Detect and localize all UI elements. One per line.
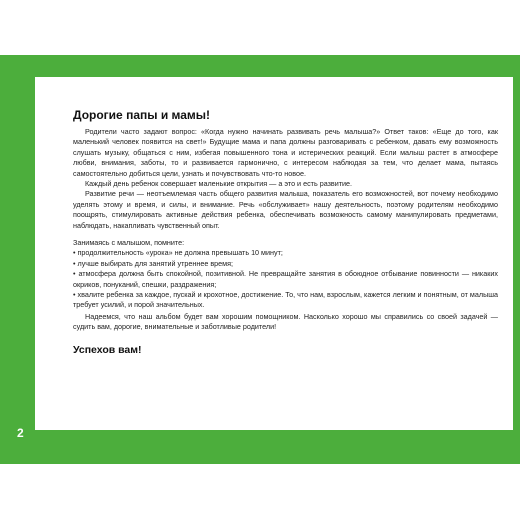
reminder-item: • хвалите ребенка за каждое, пускай и крохотное, достижение. То, что нам, взрослым, кажется легким и понятным, от малыша требует усилий, и порой значительных. xyxy=(73,290,498,310)
closing-section xyxy=(73,312,498,333)
reminder-item: • лучше выбирать для занятий утреннее время; xyxy=(73,258,233,268)
reminders-section xyxy=(73,238,498,311)
intro-section xyxy=(73,127,498,231)
reminders-heading: Занимаясь с малышом, помните: xyxy=(73,238,185,247)
reminder-item: • продолжительность «урока» не должна превышать 10 минут; xyxy=(73,248,283,258)
intro-paragraph-1: Родители часто задают вопрос: «Когда нужно начинать развивать речь малыша?» Ответ таков: «Еще до того, как маленький человек появится на свет!» Будущие мама и папа должны разговаривать с ребенком, давать ему возможность слушать музыку, общаться с ним, избегая повышенного тона и истерических реакций. Если малыш растет в атмосфере любви, внимания, заботы, то и развивается гармонично, с интересом наблюдая за тем, что делает мама, пытаясь самостоятельно добиться цели, узнать и почувствовать что-то новое. xyxy=(73,127,498,178)
intro-paragraph-2: Каждый день ребенок совершает маленькие открытия — а это и есть развитие. xyxy=(85,179,353,189)
intro-paragraph-3: Развитие речи — неотъемлемая часть общего развития малыша, показатель его возможностей, вот почему необходимо уделять этому и время, и силы, и внимание. Речь «обслуживает» нашу деятельность, поэтому родителям необходимо поощрять, стимулировать активные действия ребенка, обеспечивать возможность самому манипулировать предметами, наблюдать, накапливать чувственный опыт. xyxy=(73,189,498,230)
closing-heading: Успехов вам! xyxy=(73,344,142,356)
reminder-item: • атмосфера должна быть спокойной, позитивной. Не превращайте занятия в обоюдное отбывание повинности — никаких окриков, понуканий, спешки, раздражения; xyxy=(73,269,498,289)
page-number: 2 xyxy=(17,426,24,440)
page-title: Дорогие папы и мамы! xyxy=(73,108,211,122)
closing-paragraph: Надеемся, что наш альбом будет вам хорошим помощником. Насколько хорошо мы справились со своей задачей — судить вам, дорогие, внимательные и заботливые родители! xyxy=(73,312,498,332)
